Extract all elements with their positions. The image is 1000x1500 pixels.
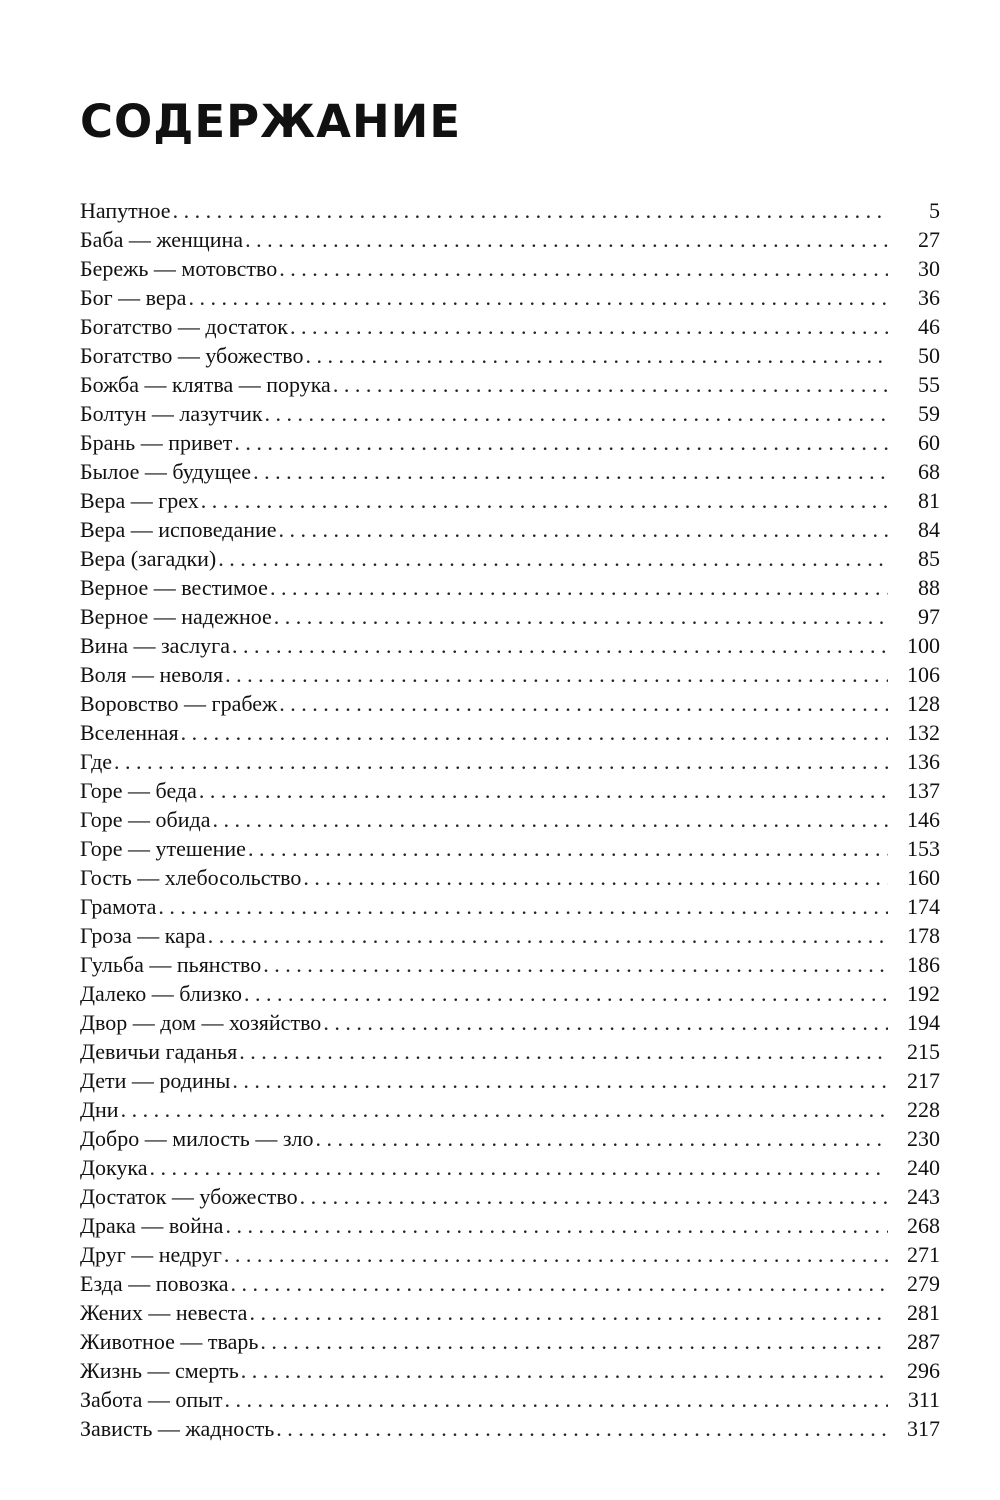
toc-entry (80, 921, 940, 950)
dot-leader (279, 689, 888, 718)
toc-entry (80, 892, 940, 921)
toc-entry-title: Напутное (80, 198, 171, 223)
dot-leader (199, 776, 888, 805)
toc-entry-page-number: 230 (907, 1126, 940, 1151)
toc-entry-page-number: 268 (907, 1213, 940, 1238)
toc-entry (80, 196, 940, 225)
toc-entry-title: Верное — вестимое (80, 575, 268, 600)
dot-leader (274, 602, 888, 631)
dot-leader (218, 544, 888, 573)
dot-leader (224, 1240, 888, 1269)
dot-leader (150, 1153, 888, 1182)
toc-list (80, 196, 940, 1443)
toc-entry (80, 776, 940, 805)
toc-entry-title: Вера (загадки) (80, 546, 217, 571)
toc-entry-title: Вселенная (80, 720, 179, 745)
toc-entry-title: Добро — милость — зло (80, 1126, 314, 1151)
toc-entry-title: Богатство — достаток (80, 314, 288, 339)
toc-entry (80, 457, 940, 486)
toc-entry-title: Вера — грех (80, 488, 199, 513)
toc-entry-page-number: 271 (907, 1242, 940, 1267)
dot-leader (225, 1385, 888, 1414)
dot-leader (248, 834, 888, 863)
toc-entry-page-number: 240 (907, 1155, 940, 1180)
toc-entry (80, 515, 940, 544)
dot-leader (212, 805, 888, 834)
toc-entry-title: Горе — беда (80, 778, 197, 803)
toc-entry-title: Гость — хлебосольство (80, 865, 302, 890)
toc-entry-page-number: 68 (918, 459, 940, 484)
dot-leader (234, 428, 888, 457)
dot-leader (121, 1095, 888, 1124)
toc-entry (80, 950, 940, 979)
toc-entry-page-number: 97 (918, 604, 940, 629)
toc-entry (80, 805, 940, 834)
toc-entry-page-number: 55 (918, 372, 940, 397)
toc-entry (80, 1037, 940, 1066)
toc-entry-page-number: 279 (907, 1271, 940, 1296)
toc-entry-title: Забота — опыт (80, 1387, 223, 1412)
dot-leader (253, 457, 888, 486)
toc-entry (80, 1153, 940, 1182)
dot-leader (249, 1298, 888, 1327)
toc-entry-title: Верное — надежное (80, 604, 272, 629)
dot-leader (316, 1124, 888, 1153)
dot-leader (208, 921, 888, 950)
toc-page (80, 92, 940, 1443)
toc-entry-page-number: 146 (907, 807, 940, 832)
toc-entry (80, 1240, 940, 1269)
toc-entry (80, 602, 940, 631)
toc-entry (80, 1327, 940, 1356)
toc-entry (80, 979, 940, 1008)
toc-entry-page-number: 136 (907, 749, 940, 774)
toc-entry-page-number: 186 (907, 952, 940, 977)
toc-entry-title: Драка — война (80, 1213, 224, 1238)
toc-entry-title: Баба — женщина (80, 227, 244, 252)
toc-entry-title: Бережь — мотовство (80, 256, 278, 281)
toc-entry-page-number: 160 (907, 865, 940, 890)
toc-entry (80, 254, 940, 283)
toc-entry-title: Воля — неволя (80, 662, 224, 687)
dot-leader (173, 196, 888, 225)
toc-entry-page-number: 84 (918, 517, 940, 542)
toc-entry-title: Горе — утешение (80, 836, 246, 861)
toc-entry-title: Гроза — кара (80, 923, 206, 948)
toc-entry (80, 1414, 940, 1443)
toc-entry (80, 834, 940, 863)
toc-entry-title: Жених — невеста (80, 1300, 248, 1325)
toc-entry-page-number: 137 (907, 778, 940, 803)
toc-entry-page-number: 27 (918, 227, 940, 252)
toc-entry-title: Болтун — лазутчик (80, 401, 263, 426)
dot-leader (239, 1037, 888, 1066)
dot-leader (276, 1414, 888, 1443)
dot-leader (201, 486, 888, 515)
dot-leader (270, 573, 888, 602)
toc-entry (80, 1095, 940, 1124)
dot-leader (158, 892, 888, 921)
dot-leader (333, 370, 888, 399)
toc-entry (80, 428, 940, 457)
dot-leader (306, 341, 888, 370)
toc-entry (80, 341, 940, 370)
toc-entry (80, 1269, 940, 1298)
toc-entry (80, 1182, 940, 1211)
dot-leader (188, 283, 888, 312)
dot-leader (300, 1182, 888, 1211)
toc-entry-page-number: 81 (918, 488, 940, 513)
dot-leader (290, 312, 888, 341)
dot-leader (303, 863, 888, 892)
toc-entry-page-number: 296 (907, 1358, 940, 1383)
toc-entry-title: Вина — заслуга (80, 633, 230, 658)
toc-entry-page-number: 311 (907, 1387, 940, 1412)
toc-entry-page-number: 174 (907, 894, 940, 919)
dot-leader (260, 1327, 888, 1356)
toc-entry (80, 544, 940, 573)
toc-entry-page-number: 88 (918, 575, 940, 600)
toc-entry-page-number: 228 (907, 1097, 940, 1122)
toc-entry-title: Дети — родины (80, 1068, 231, 1093)
dot-leader (323, 1008, 888, 1037)
dot-leader (232, 631, 888, 660)
toc-entry-page-number: 243 (907, 1184, 940, 1209)
dot-leader (241, 1356, 888, 1385)
toc-entry-title: Грамота (80, 894, 157, 919)
toc-entry-title: Былое — будущее (80, 459, 252, 484)
toc-entry-page-number: 217 (907, 1068, 940, 1093)
toc-entry (80, 399, 940, 428)
toc-entry (80, 1211, 940, 1240)
toc-entry-title: Зависть — жадность (80, 1416, 275, 1441)
toc-entry-title: Богатство — убожество (80, 343, 304, 368)
toc-entry-title: Жизнь — смерть (80, 1358, 239, 1383)
dot-leader (231, 1269, 888, 1298)
toc-entry-page-number: 106 (907, 662, 940, 687)
toc-entry-page-number: 85 (918, 546, 940, 571)
dot-leader (265, 399, 888, 428)
toc-entry-title: Гульба — пьянство (80, 952, 262, 977)
toc-entry-title: Достаток — убожество (80, 1184, 298, 1209)
toc-entry (80, 660, 940, 689)
toc-entry-title: Друг — недруг (80, 1242, 222, 1267)
toc-entry-page-number: 153 (907, 836, 940, 861)
dot-leader (225, 660, 888, 689)
toc-entry-title: Дни (80, 1097, 119, 1122)
toc-entry-title: Вера — исповедание (80, 517, 277, 542)
toc-entry (80, 863, 940, 892)
toc-entry (80, 370, 940, 399)
dot-leader (232, 1066, 888, 1095)
toc-entry (80, 312, 940, 341)
toc-entry (80, 573, 940, 602)
toc-entry-title: Докука (80, 1155, 148, 1180)
dot-leader (263, 950, 888, 979)
toc-entry-page-number: 281 (907, 1300, 940, 1325)
toc-entry (80, 1356, 940, 1385)
toc-entry (80, 1385, 940, 1414)
toc-entry-page-number: 128 (907, 691, 940, 716)
toc-entry (80, 1066, 940, 1095)
toc-entry (80, 225, 940, 254)
toc-entry (80, 1008, 940, 1037)
toc-entry-title: Где (80, 749, 113, 774)
toc-entry (80, 718, 940, 747)
toc-entry-page-number: 59 (918, 401, 940, 426)
toc-entry-page-number: 100 (907, 633, 940, 658)
toc-entry-page-number: 60 (918, 430, 940, 455)
toc-entry-page-number: 132 (907, 720, 940, 745)
toc-entry-page-number: 5 (929, 198, 940, 223)
toc-entry-page-number: 317 (907, 1416, 940, 1441)
dot-leader (279, 254, 888, 283)
toc-entry (80, 689, 940, 718)
dot-leader (114, 747, 888, 776)
toc-entry-page-number: 46 (918, 314, 940, 339)
toc-entry (80, 486, 940, 515)
toc-entry-page-number: 178 (907, 923, 940, 948)
toc-entry (80, 631, 940, 660)
toc-entry-page-number: 30 (918, 256, 940, 281)
dot-leader (279, 515, 888, 544)
toc-entry-title: Девичьи гаданья (80, 1039, 238, 1064)
toc-entry (80, 1298, 940, 1327)
toc-entry-page-number: 192 (907, 981, 940, 1006)
toc-entry-title: Езда — повозка (80, 1271, 229, 1296)
toc-entry-title: Брань — привет (80, 430, 233, 455)
toc-entry (80, 283, 940, 312)
page-title: СОДЕРЖАНИЕ (80, 95, 462, 148)
toc-entry-page-number: 194 (907, 1010, 940, 1035)
dot-leader (245, 225, 888, 254)
toc-entry-page-number: 36 (918, 285, 940, 310)
toc-entry-title: Далеко — близко (80, 981, 242, 1006)
toc-entry-page-number: 50 (918, 343, 940, 368)
toc-entry-title: Горе — обида (80, 807, 211, 832)
toc-entry-page-number: 287 (907, 1329, 940, 1354)
dot-leader (181, 718, 888, 747)
toc-entry-title: Двор — дом — хозяйство (80, 1010, 322, 1035)
toc-entry-title: Божба — клятва — порука (80, 372, 331, 397)
toc-entry-page-number: 215 (907, 1039, 940, 1064)
toc-entry-title: Животное — тварь (80, 1329, 259, 1354)
toc-entry-title: Бог — вера (80, 285, 187, 310)
dot-leader (244, 979, 888, 1008)
toc-entry-title: Воровство — грабеж (80, 691, 278, 716)
toc-entry (80, 1124, 940, 1153)
dot-leader (225, 1211, 888, 1240)
toc-entry (80, 747, 940, 776)
